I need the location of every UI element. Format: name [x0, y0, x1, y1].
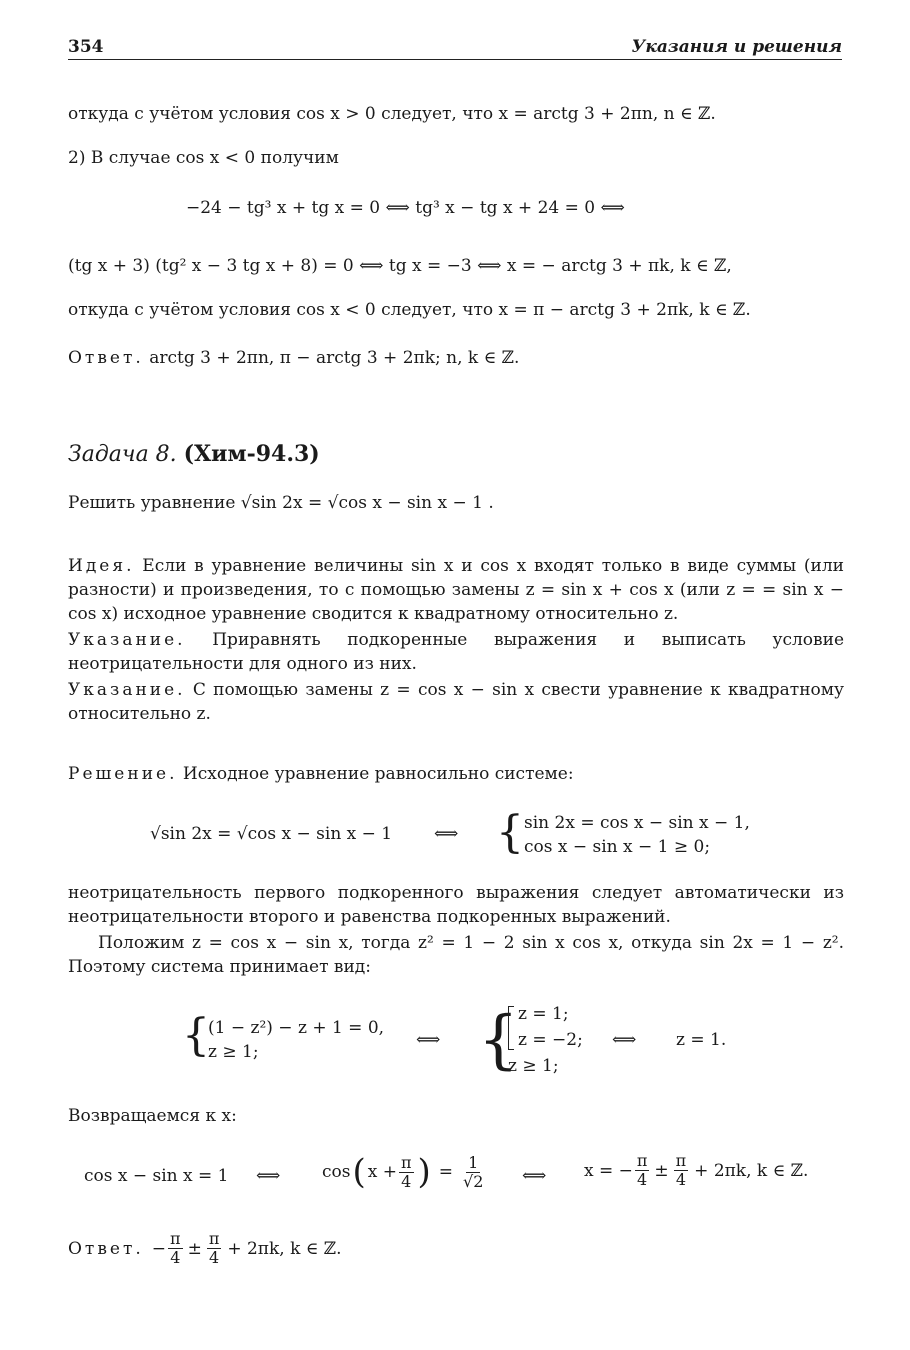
fraction-pi-over-4 [168, 1230, 183, 1267]
hint-2-label: Указание. [68, 680, 186, 700]
left-brace: { [182, 1010, 210, 1061]
system-1-row-2: cos x − sin x − 1 ≥ 0; [524, 837, 711, 857]
header-rule [68, 59, 842, 60]
answer-previous [68, 348, 519, 368]
text-line-condition-negative: откуда с учётом условия cos x < 0 следует, что x = π − arctg 3 + 2πk, k ∈ ℤ. [68, 300, 751, 320]
left-paren: ( [352, 1152, 366, 1192]
denominator: √2 [463, 1171, 484, 1191]
solution-intro-text: Исходное уравнение равносильно системе: [182, 764, 574, 784]
system-2-condition: z ≥ 1; [508, 1056, 559, 1076]
paragraph-substitution: Положим z = cos x − sin x, тогда z² = 1 − 2 sin x cos x, откуда sin 2x = 1 − z². Поэтому система принимает вид: [68, 933, 844, 977]
final-equation-right [584, 1152, 808, 1189]
numerator: π [401, 1152, 412, 1172]
final-equation-left: cos x − sin x = 1 [84, 1166, 229, 1186]
left-bracket [508, 1006, 514, 1050]
fraction-1-over-sqrt2 [461, 1154, 485, 1191]
problem-code: (Хим-94.3) [183, 441, 320, 467]
answer-label: Ответ. [68, 348, 144, 368]
idea-text: Если в уравнение величины sin x и cos x входят только в виде суммы (или разности) и произведения, то с помощью замены z = sin x + cos x (или z = = sin x − cos x) исходное уравнение сводится к квадратному относительно z. [68, 556, 845, 624]
hint-1-text: Приравнять подкоренные выражения и выписать условие неотрицательности для одного из них. [68, 630, 844, 674]
numerator: π [170, 1229, 181, 1248]
x-plus: x + [367, 1162, 397, 1182]
idea-paragraph [68, 554, 844, 626]
denominator: 4 [401, 1171, 412, 1191]
cos-label: cos [322, 1162, 351, 1182]
hint-1-paragraph [68, 628, 844, 676]
return-to-x: Возвращаемся к x: [68, 1106, 237, 1126]
paragraph-nonnegativity: неотрицательность первого подкоренного выражения следует автоматически из неотрицательности второго и равенства подкоренных выражений. [68, 883, 844, 927]
plus-minus: ± [654, 1160, 669, 1181]
answer-final [68, 1230, 342, 1267]
iff-symbol: ⟺ [256, 1166, 281, 1186]
denominator: 4 [208, 1248, 220, 1267]
answer-tail: + 2πk, k ∈ ℤ. [227, 1238, 342, 1259]
iff-symbol: ⟺ [612, 1030, 637, 1050]
idea-label: Идея. [68, 556, 135, 576]
numerator: 1 [468, 1152, 479, 1172]
fraction-pi-over-4 [207, 1230, 222, 1267]
denominator: 4 [637, 1170, 648, 1189]
equation-factored: (tg x + 3) (tg² x − 3 tg x + 8) = 0 ⟺ tg x = −3 ⟺ x = − arctg 3 + πk, k ∈ ℤ, [68, 256, 732, 276]
problem-label: Задача 8. [68, 442, 177, 467]
equals-sign: = [438, 1162, 454, 1182]
page-number: 354 [68, 37, 104, 57]
system-1-row-1: sin 2x = cos x − sin x − 1, [524, 813, 750, 833]
system-1-left: √sin 2x = √cos x − sin x − 1 [150, 824, 393, 844]
hint-2-paragraph [68, 678, 844, 726]
text-line-condition-positive: откуда с учётом условия cos x > 0 следует, что x = arctg 3 + 2πn, n ∈ ℤ. [68, 104, 716, 124]
left-brace: { [478, 1003, 519, 1077]
right-paren: ) [417, 1152, 431, 1192]
system-2-case-2: z = −2; [518, 1030, 583, 1050]
solution-intro [68, 764, 574, 784]
running-head: Указания и решения [631, 37, 842, 57]
final-equation-middle [322, 1152, 487, 1192]
numerator: π [208, 1229, 220, 1248]
solution-label: Решение. [68, 764, 178, 784]
problem-title [68, 441, 320, 467]
system-2-row-1: (1 − z²) − z + 1 = 0, [208, 1018, 385, 1038]
answer-label: Ответ. [68, 1238, 144, 1259]
iff-symbol: ⟺ [522, 1166, 547, 1186]
system-2-case-1: z = 1; [518, 1004, 569, 1024]
answer-text: arctg 3 + 2πn, π − arctg 3 + 2πk; n, k ∈ ℤ. [149, 348, 520, 368]
equation-cubic: −24 − tg³ x + tg x = 0 ⟺ tg³ x − tg x + 24 = 0 ⟺ [186, 198, 625, 218]
fraction-pi-over-4 [635, 1152, 650, 1189]
final-tail: + 2πk, k ∈ ℤ. [694, 1160, 809, 1181]
plus-minus: ± [187, 1238, 202, 1259]
iff-symbol: ⟺ [416, 1030, 441, 1050]
fraction-pi-over-4 [674, 1152, 689, 1189]
system-2-result: z = 1. [676, 1030, 727, 1050]
denominator: 4 [675, 1170, 686, 1189]
system-2-row-2: z ≥ 1; [208, 1042, 259, 1062]
numerator: π [636, 1151, 648, 1170]
text-line-case-2: 2) В случае cos x < 0 получим [68, 148, 339, 168]
answer-minus: − [151, 1238, 167, 1259]
hint-2-text: С помощью замены z = cos x − sin x свести уравнение к квадратному относительно z. [68, 680, 845, 724]
fraction-pi-over-4 [399, 1154, 414, 1191]
iff-symbol: ⟺ [434, 824, 459, 844]
denominator: 4 [170, 1248, 181, 1267]
problem-statement: Решить уравнение √sin 2x = √cos x − sin x − 1 . [68, 493, 494, 513]
x-equals-minus: x = − [584, 1160, 633, 1181]
numerator: π [675, 1151, 687, 1170]
hint-1-label: Указание. [68, 630, 186, 650]
left-brace: { [496, 807, 524, 858]
